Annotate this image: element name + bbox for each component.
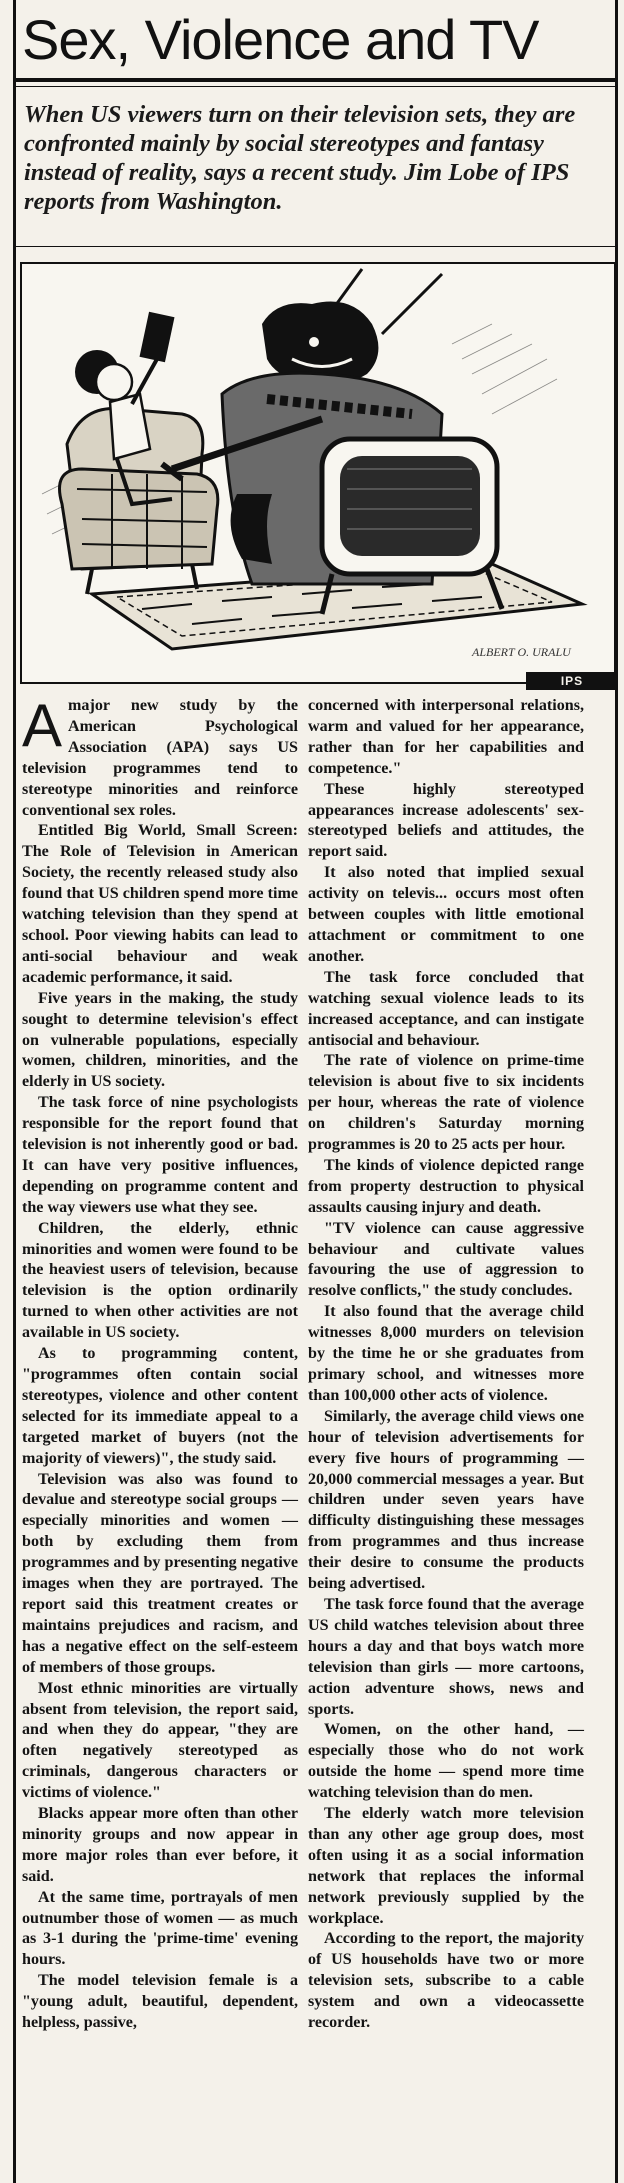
paragraph-text: major new study by the American Psychological Association (APA) says US television programmes tend to stereotype minorities and reinforce conventional sex roles. bbox=[22, 697, 298, 819]
headline: Sex, Violence and TV bbox=[22, 8, 539, 71]
paragraph: Most ethnic minorities are virtually absent from television, the report said, and when they do appear, "they are often negatively stereotyped as criminals, dangerous characters or victims of violence." bbox=[22, 1679, 298, 1802]
paragraph: At the same time, portrayals of men outnumber those of women — as much as 3-1 during the 'prime-time' evening hours. bbox=[22, 1888, 298, 1969]
standfirst-rule bbox=[14, 246, 618, 247]
paragraph: The task force of nine psychologists responsible for the report found that television is not inherently good or bad. It can have very positive influences, depending on programme content and the way viewers use what they see. bbox=[22, 1094, 298, 1216]
paragraph: It also noted that implied sexual activity on televis... occurs most often between couples with little emotional attachment or commitment to one another. bbox=[308, 864, 584, 965]
paragraph: As to programming content, "programmes often contain social stereotypes, violence and other content selected for its immediate appeal to a targeted market of buyers (not the majority of viewers)", the study said. bbox=[22, 1345, 298, 1467]
paragraph: Entitled Big World, Small Screen: The Role of Television in American Society, the recently released study also found that US children spend more time watching television than they spend at school. Poor viewing habits can lead to anti-social behaviour and weak academic performance, it said. bbox=[22, 822, 298, 986]
paragraph: Five years in the making, the study sought to determine television's effect on vulnerable populations, especially women, children, minorities, and the elderly in US society. bbox=[22, 989, 298, 1091]
paragraph: "TV violence can cause aggressive behaviour and cultivate values favouring the use of aggression to resolve conflicts," the study concludes. bbox=[308, 1219, 584, 1300]
drop-cap: A bbox=[22, 692, 63, 759]
image-credit: IPS bbox=[526, 672, 618, 690]
cartoon-drawing bbox=[22, 264, 614, 682]
paragraph: The task force found that the average US child watches television about three hours a day and that boys watch more television than girls — more cartoons, action adventure shows, news and sports. bbox=[308, 1595, 584, 1718]
standfirst-lead: When US viewers turn on their television sets, they are confronted mainly by social stereotypes and fantasy instead of reality, says a recent study. bbox=[24, 101, 576, 186]
artist-signature: ALBERT O. URALU bbox=[472, 645, 571, 659]
paragraph: Women, on the other hand, — especially those who do not work outside the home — spend more time watching television than do men. bbox=[308, 1721, 584, 1802]
paragraph: The elderly watch more television than any other age group does, most often using it as a social information network that replaces the informal network previously supplied by the workplace. bbox=[308, 1805, 584, 1927]
right-column bbox=[308, 696, 584, 2034]
lead-paragraph bbox=[22, 692, 298, 821]
paragraph: The model television female is a "young adult, beautiful, dependent, helpless, passive, bbox=[22, 1972, 298, 2032]
paragraph: Similarly, the average child views one hour of television advertisements for every five hours of programming — 20,000 commercial messages a year. But children under seven years have difficulty distinguishing these messages from programmes and thus increase their desire to consume the products being advertised. bbox=[308, 1407, 584, 1593]
left-column-rule bbox=[13, 0, 16, 2183]
headline-rule-thick bbox=[14, 78, 618, 82]
paragraph: According to the report, the majority of US households have two or more television sets, subscribe to a cable system and own a videocassette recorder. bbox=[308, 1930, 584, 2032]
byline: Jim Lobe bbox=[403, 159, 499, 186]
headline-rule-thin bbox=[14, 86, 618, 87]
paragraph: Television was also was found to devalue and stereotype social groups — especially minorities and women — both by excluding them from programmes and by presenting negative images when they are portrayed. The report said this treatment creates or maintains prejudices and racism, and has a negative effect on the self-esteem of members of those groups. bbox=[22, 1470, 298, 1676]
paragraph: concerned with interpersonal relations, warm and valued for her appearance, rather than for her capabilities and competence." bbox=[308, 697, 584, 777]
cartoon-illustration bbox=[20, 262, 616, 684]
standfirst bbox=[24, 100, 609, 216]
paragraph: The rate of violence on prime-time television is about five to six incidents per hour, whereas the rate of violence on children's Saturday morning programmes is 20 to 25 acts per hour. bbox=[308, 1052, 584, 1154]
left-column bbox=[22, 692, 298, 2034]
paragraph: Children, the elderly, ethnic minorities and women were found to be the heaviest users of television, because television is the option ordinarily turned to when other activities are not available in US society. bbox=[22, 1219, 298, 1342]
paragraph: These highly stereotyped appearances increase adolescents' sex-stereotyped beliefs and attitudes, the report said. bbox=[308, 780, 584, 861]
paragraph: Blacks appear more often than other minority groups and now appear in more major roles than ever before, it said. bbox=[22, 1805, 298, 1885]
paragraph: The task force concluded that watching sexual violence leads to its increased acceptance, and can instigate antisocial and behaviour. bbox=[308, 968, 584, 1049]
standfirst-tail: of IPS reports from Washington. bbox=[24, 159, 570, 215]
paragraph: The kinds of violence depicted range from property destruction to physical assaults causing injury and death. bbox=[308, 1156, 584, 1216]
paragraph: It also found that the average child witnesses 8,000 murders on television by the time he or she graduates from primary school, and witnesses more than 100,000 other acts of violence. bbox=[308, 1303, 584, 1404]
